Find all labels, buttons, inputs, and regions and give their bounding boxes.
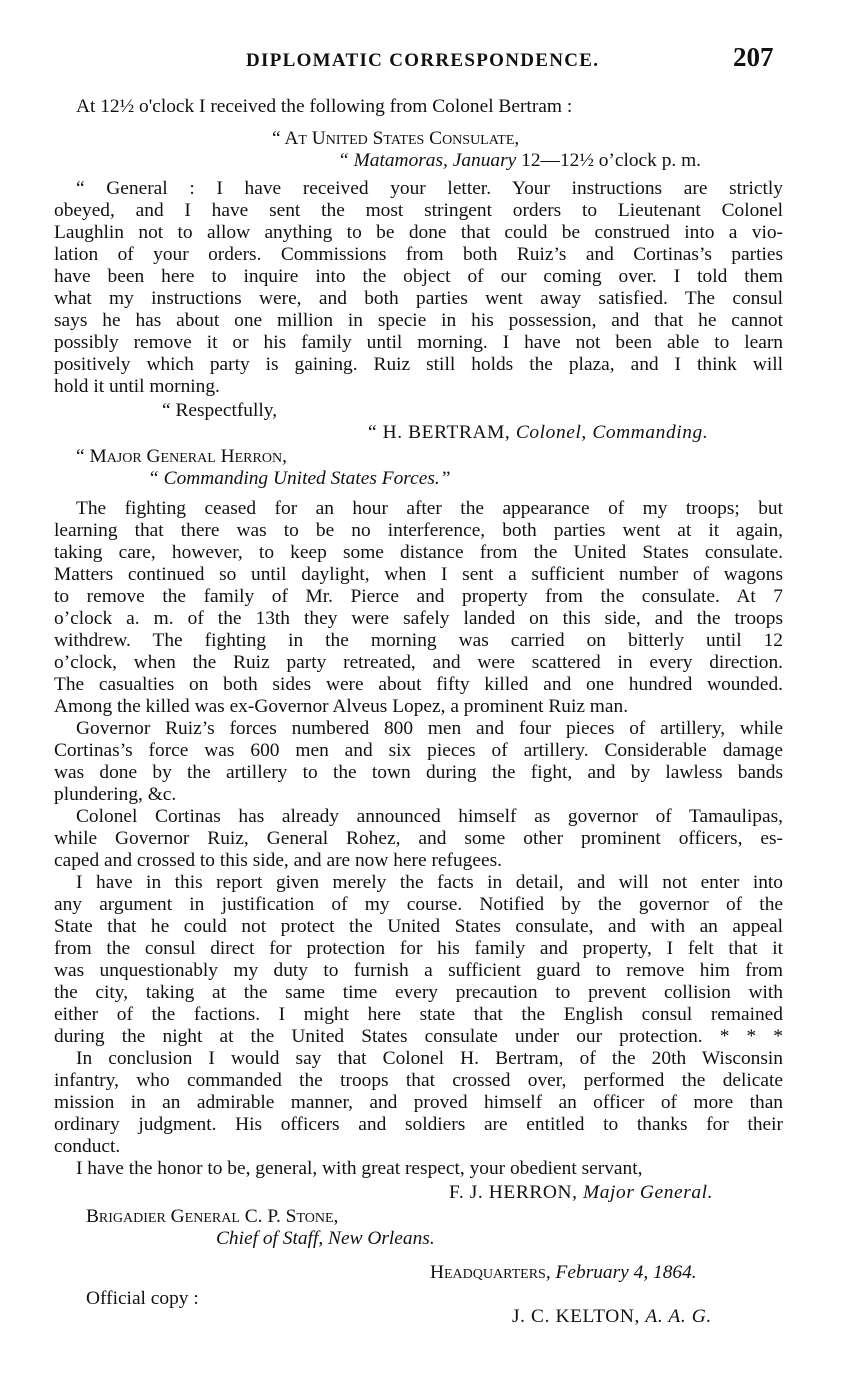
report-line: Colonel Cortinas has already announced himself as governor of Tamaulipas, [76,806,783,827]
letter-line: what my instructions were, and both parties went away satisfied. The consul [54,288,783,309]
kelton-title: A. A. G. [645,1306,712,1327]
kelton-signature [512,1306,712,1328]
headquarters-dateline [430,1262,697,1284]
dateline-time: 12—12½ o’clock p. m. [521,150,702,171]
report-line: mission in an admirable manner, and proved himself an officer of more than [54,1092,783,1113]
bertram-name: “ H. BERTRAM, [368,422,511,443]
letter-dateline-date [338,150,701,172]
report-line: taking care, however, to keep some distance from the United States consulate. [54,542,783,563]
report-line: was unquestionably my duty to furnish a sufficient guard to remove him from [54,960,783,981]
letter-line: have been here to inquire into the object of our coming over. I told them [54,266,783,287]
page-number: 207 [733,42,774,72]
herron-name: F. J. HERRON, [449,1182,578,1203]
report-line: plundering, &c. [54,784,177,805]
letter-line: says he has about one million in specie in his possession, and that he cannot [54,310,783,331]
report-line: withdrew. The fighting in the morning was carried on bitterly until 12 [54,630,783,651]
report-line: State that he could not protect the United States consulate, and with an appeal [54,916,783,937]
report-line: o’clock a. m. of the 13th they were safely landed on this side, and the troops [54,608,783,629]
official-copy-label: Official copy : [86,1288,199,1309]
report-line: learning that there was to be no interference, both parties went at it again, [54,520,783,541]
page-header [0,42,855,82]
letter-line: lation of your orders. Commissions from both Ruiz’s and Cortinas’s parties [54,244,783,265]
report-line: during the night at the United States consulate under our protection. * * * [54,1026,783,1047]
report-line: In conclusion I would say that Colonel H. Bertram, of the 20th Wisconsin [76,1048,783,1069]
letter-line: obeyed, and I have sent the most stringent orders to Lieutenant Colonel [54,200,783,221]
bertram-signature [368,422,708,444]
letter-last-line: hold it until morning. [54,376,220,397]
letter-addressee-title [148,468,451,490]
headquarters-label: Headquarters, [430,1262,551,1283]
letter-closing: “ Respectfully, [162,400,278,421]
report-line: I have the honor to be, general, with great respect, your obedient servant, [76,1158,643,1179]
report-line: caped and crossed to this side, and are now here refugees. [54,850,502,871]
report-line: ordinary judgment. His officers and soldiers are entitled to thanks for their [54,1114,783,1135]
report-line: while Governor Ruiz, General Rohez, and some other prominent officers, es- [54,828,783,849]
report-line: Among the killed was ex-Governor Alveus Lopez, a prominent Ruiz man. [54,696,629,717]
report-line: from the consul direct for protection for his family and property, I felt that it [54,938,783,959]
report-line: Matters continued so until daylight, when I sent a sufficient number of wagons [54,564,783,585]
recipient-title [216,1228,435,1250]
letter-line: possibly remove it or his family until morning. I have not been able to learn [54,332,783,353]
report-line: conduct. [54,1136,121,1157]
recipient-title-text: Chief of Staff, New Orleans. [216,1228,435,1249]
report-line: the city, taking at the same time every precaution to prevent collision with [54,982,783,1003]
report-line: o’clock, when the Ruiz party retreated, and were scattered in every direction. [54,652,783,673]
report-line: The casualties on both sides were about fifty killed and one hundred wounded. [54,674,783,695]
letter-line: “ General : I have received your letter. Your instructions are strictly [76,178,783,199]
letter-line: positively which party is gaining. Ruiz still holds the plaza, and I think will [54,354,783,375]
letter-line: Laughlin not to allow anything to be done that could be construed into a vio- [54,222,783,243]
headquarters-date: February 4, 1864. [555,1262,697,1283]
letter-addressee-name [76,446,287,468]
report-line: The fighting ceased for an hour after the appearance of my troops; but [76,498,783,519]
recipient-name: Brigadier General C. P. Stone, [86,1206,339,1227]
intro-line: At 12½ o'clock I received the following from Colonel Bertram : [76,96,573,117]
report-line: Governor Ruiz’s forces numbered 800 men and four pieces of artillery, while [76,718,783,739]
letter-dateline-place: “ At United States Consulate, [272,128,520,149]
running-title: DIPLOMATIC CORRESPONDENCE. [246,50,600,71]
report-line: infantry, who commanded the troops that crossed over, performed the delicate [54,1070,783,1091]
addressee-title-text: “ Commanding United States Forces.” [148,468,451,489]
herron-signature [449,1182,713,1204]
dateline-city: “ Matamoras, January [338,150,517,171]
report-line: I have in this report given merely the facts in detail, and will not enter into [76,872,783,893]
herron-title: Major General. [583,1182,714,1203]
report-line: Cortinas’s force was 600 men and six pieces of artillery. Considerable damage [54,740,783,761]
report-line: any argument in justification of my course. Notified by the governor of the [54,894,783,915]
addressee-line: “ Major General Herron, [76,446,287,467]
bertram-title: Colonel, Commanding. [515,422,709,443]
kelton-name: J. C. KELTON, [512,1306,640,1327]
report-line: to remove the family of Mr. Pierce and property from the consulate. At 7 [54,586,783,607]
report-line: was done by the artillery to the town during the fight, and by lawless bands [54,762,783,783]
report-line: either of the factions. I might here state that the English consul remained [54,1004,783,1025]
